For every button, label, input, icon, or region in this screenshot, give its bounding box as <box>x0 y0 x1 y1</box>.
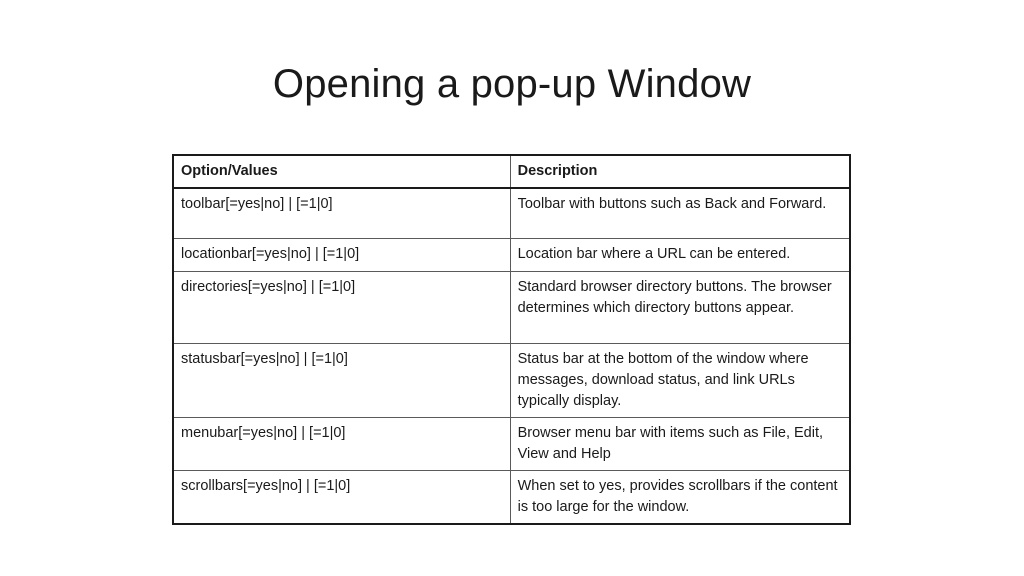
description-cell: Toolbar with buttons such as Back and Forward. <box>510 188 850 238</box>
option-cell: toolbar[=yes|no] | [=1|0] <box>173 188 510 238</box>
options-table <box>172 154 851 525</box>
table-row <box>173 238 850 271</box>
table-row <box>173 188 850 238</box>
description-cell: Location bar where a URL can be entered. <box>510 238 850 271</box>
description-cell: Status bar at the bottom of the window where messages, download status, and link URLs typically display. <box>510 343 850 417</box>
table-row <box>173 417 850 470</box>
option-cell: locationbar[=yes|no] | [=1|0] <box>173 238 510 271</box>
description-cell: Browser menu bar with items such as File, Edit, View and Help <box>510 417 850 470</box>
table-row <box>173 470 850 524</box>
option-cell: directories[=yes|no] | [=1|0] <box>173 271 510 343</box>
table-row <box>173 343 850 417</box>
page-title: Opening a pop-up Window <box>272 62 752 106</box>
column-header-description: Description <box>510 155 850 188</box>
table-header-row <box>173 155 850 188</box>
option-cell: statusbar[=yes|no] | [=1|0] <box>173 343 510 417</box>
option-cell: scrollbars[=yes|no] | [=1|0] <box>173 470 510 524</box>
description-cell: Standard browser directory buttons. The browser determines which directory buttons appear. <box>510 271 850 343</box>
description-cell: When set to yes, provides scrollbars if the content is too large for the window. <box>510 470 850 524</box>
table-row <box>173 271 850 343</box>
option-cell: menubar[=yes|no] | [=1|0] <box>173 417 510 470</box>
column-header-option: Option/Values <box>173 155 510 188</box>
